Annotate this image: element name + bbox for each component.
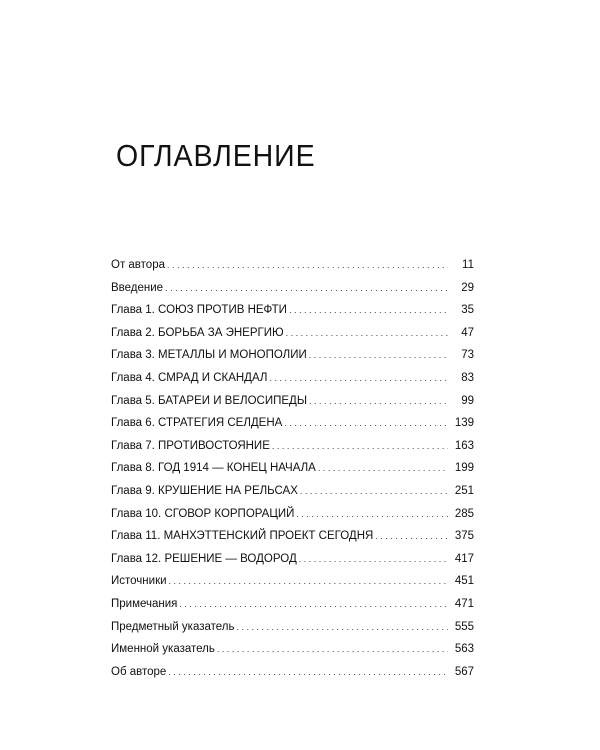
toc-entry-label: Глава 6. СТРАТЕГИЯ СЕЛДЕНА — [111, 417, 283, 430]
dot-leader — [165, 283, 448, 293]
toc-entry — [111, 530, 474, 553]
toc-entry-label: Глава 9. КРУШЕНИЕ НА РЕЛЬСАХ — [111, 484, 298, 497]
toc-entry-page: 83 — [461, 371, 474, 384]
toc-entry-label: Глава 4. СМРАД И СКАНДАЛ — [111, 371, 268, 384]
toc-entry — [111, 598, 474, 621]
toc-entry-page: 567 — [454, 665, 474, 678]
toc-entry-label: Глава 7. ПРОТИВОСТОЯНИЕ — [111, 439, 270, 452]
dot-leader — [309, 350, 448, 360]
toc-entry — [111, 259, 474, 282]
dot-leader — [237, 622, 448, 632]
dot-leader — [318, 463, 448, 473]
toc-entry-label: Глава 1. СОЮЗ ПРОТИВ НЕФТИ — [111, 304, 287, 317]
toc-entry — [111, 304, 474, 327]
dot-leader — [289, 305, 448, 315]
dot-leader — [286, 328, 448, 338]
toc-entry-page: 471 — [454, 597, 474, 610]
toc-entry — [111, 553, 474, 576]
table-of-contents — [111, 259, 474, 688]
toc-entry-page: 199 — [454, 462, 474, 475]
dot-leader — [299, 554, 448, 564]
toc-entry-page: 35 — [461, 304, 474, 317]
toc-entry-label: Источники — [111, 575, 167, 588]
toc-entry-label: Глава 3. МЕТАЛЛЫ И МОНОПОЛИИ — [111, 349, 307, 362]
dot-leader — [169, 576, 448, 586]
toc-entry — [111, 417, 474, 440]
dot-leader — [296, 509, 448, 519]
toc-entry-label: Глава 8. ГОД 1914 — КОНЕЦ НАЧАЛА — [111, 462, 316, 475]
toc-entry-page: 417 — [454, 552, 474, 565]
toc-entry — [111, 462, 474, 485]
dot-leader — [300, 486, 448, 496]
toc-entry — [111, 440, 474, 463]
toc-entry-page: 163 — [454, 439, 474, 452]
toc-entry — [111, 372, 474, 395]
toc-entry — [111, 327, 474, 350]
page-title: ОГЛАВЛЕНИЕ — [116, 138, 316, 173]
toc-entry-label: Примечания — [111, 597, 178, 610]
toc-entry-label: Глава 11. МАНХЭТТЕНСКИЙ ПРОЕКТ СЕГОДНЯ — [111, 530, 374, 543]
toc-entry-label: Глава 10. СГОВОР КОРПОРАЦИЙ — [111, 507, 295, 520]
dot-leader — [167, 260, 448, 270]
toc-entry-label: Именной указатель — [111, 643, 215, 656]
dot-leader — [179, 599, 448, 609]
dot-leader — [168, 667, 448, 677]
toc-entry — [111, 349, 474, 372]
toc-entry-label: Введение — [111, 281, 164, 294]
toc-entry-label: От автора — [111, 259, 165, 271]
dot-leader — [217, 644, 448, 654]
toc-entry-label: Глава 12. РЕШЕНИЕ — ВОДОРОД — [111, 552, 297, 565]
toc-entry-page: 375 — [454, 530, 474, 543]
dot-leader — [375, 531, 448, 541]
dot-leader — [269, 373, 448, 383]
toc-entry — [111, 643, 474, 666]
dot-leader — [284, 418, 448, 428]
toc-entry-page: 11 — [462, 259, 474, 271]
toc-entry-page: 285 — [454, 507, 474, 520]
toc-entry-label: Глава 2. БОРЬБА ЗА ЭНЕРГИЮ — [111, 326, 284, 339]
toc-entry — [111, 282, 474, 305]
dot-leader — [272, 441, 448, 451]
toc-entry-page: 563 — [454, 643, 474, 656]
toc-entry — [111, 621, 474, 644]
toc-entry — [111, 508, 474, 531]
toc-entry-page: 73 — [461, 349, 474, 362]
toc-entry-page: 555 — [454, 620, 474, 633]
toc-entry-page: 29 — [461, 281, 474, 294]
toc-entry-page: 251 — [454, 484, 474, 497]
toc-entry — [111, 666, 474, 689]
toc-entry — [111, 485, 474, 508]
dot-leader — [309, 396, 448, 406]
toc-entry-page: 451 — [454, 575, 474, 588]
toc-entry-label: Предметный указатель — [111, 620, 235, 633]
toc-entry-page: 47 — [461, 326, 474, 339]
toc-entry-label: Глава 5. БАТАРЕИ И ВЕЛОСИПЕДЫ — [111, 394, 307, 407]
toc-entry-page: 99 — [461, 394, 474, 407]
toc-entry — [111, 395, 474, 418]
toc-entry-label: Об авторе — [111, 665, 167, 678]
toc-entry-page: 139 — [454, 417, 474, 430]
toc-entry — [111, 575, 474, 598]
